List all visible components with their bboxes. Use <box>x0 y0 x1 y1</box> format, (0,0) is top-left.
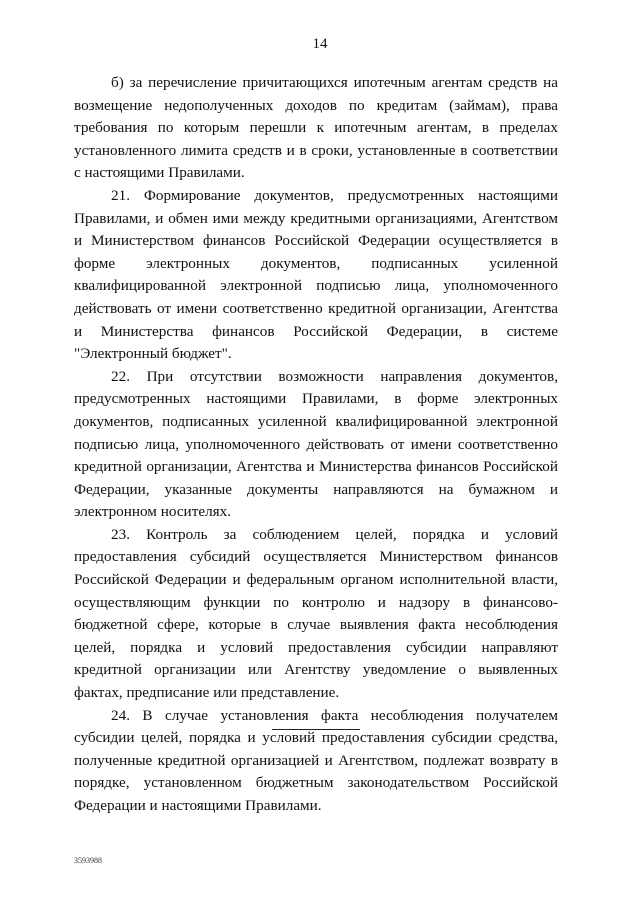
document-id: 3593988 <box>74 856 102 865</box>
paragraph-21: 21. Формирование документов, предусмотренных настоящими Правилами, и обмен ими между кредитными организациями, Агентством и Министерством финансов Российской Федерации осуществляется в форме электронных документов, подписанных усиленной квалифицированной электронной подписью лица, уполномоченного действовать от имени соответственно кредитной организации, Агентства и Министерства финансов Российской Федерации, в системе "Электронный бюджет". <box>74 186 558 363</box>
page-number: 14 <box>312 36 328 52</box>
document-body <box>74 72 558 818</box>
paragraph-22: 22. При отсутствии возможности направления документов, предусмотренных настоящими Правилами, в форме электронных документов, подписанных усиленной квалифицированной электронной подписью лица, уполномоченного действовать от имени соответственно кредитной организации, Агентства и Министерства финансов Российской Федерации, указанные документы направляются на бумажном и электронном носителях. <box>74 367 558 521</box>
end-divider <box>272 729 360 730</box>
paragraph-23: 23. Контроль за соблюдением целей, порядка и условий предоставления субсидий осуществляется Министерством финансов Российской Федерации и федеральным органом исполнительной власти, осуществляющим функции по контролю и надзору в финансово-бюджетной сфере, которые в случае выявления факта несоблюдения целей, порядка и условий предоставления субсидии направляют кредитной организации или Агентству уведомление о выявленных фактах, предписание или представление. <box>74 525 558 702</box>
paragraph-b: б) за перечисление причитающихся ипотечным агентам средств на возмещение недополученных доходов по кредитам (займам), права требования по которым перешли к ипотечным агентам, в пределах установленного лимита средств и в сроки, установленные в соответствии с настоящими Правилами. <box>74 74 558 182</box>
paragraph-24: 24. В случае установления факта несоблюдения получателем субсидии целей, порядка и условий предоставления субсидии средства, полученные кредитной организацией и Агентством, подлежат возврату в порядке, установленном бюджетным законодательством Российской Федерации и настоящими Правилами. <box>74 706 558 814</box>
